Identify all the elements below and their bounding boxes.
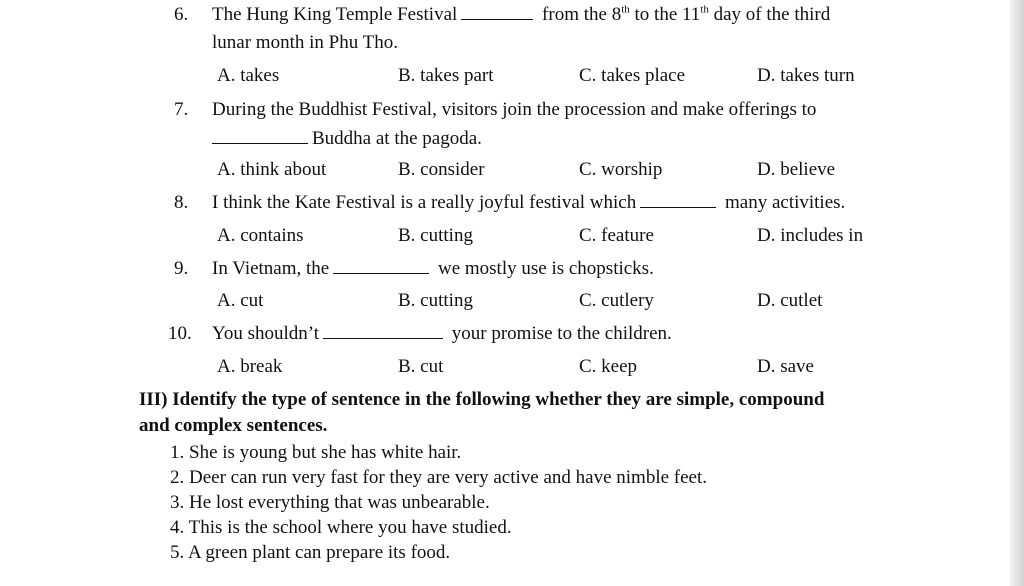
question-text: In Vietnam, the <box>212 258 330 279</box>
sentence-item: 3. He lost everything that was unbearable. <box>170 492 490 513</box>
question-7-line2 <box>212 126 482 152</box>
option-d: D. takes turn <box>757 65 855 86</box>
question-text: to the 11 <box>629 4 701 25</box>
question-6-line1 <box>212 2 830 28</box>
option-a: A. break <box>217 356 283 377</box>
question-text: You shouldn’t <box>212 323 320 344</box>
question-number: 8. <box>174 192 189 213</box>
sentence-item: 5. A green plant can prepare its food. <box>170 542 451 563</box>
question-text: from the 8 <box>542 4 622 25</box>
option-b: B. consider <box>398 159 485 180</box>
option-b: B. cut <box>398 356 444 377</box>
option-d: D. includes in <box>757 225 864 246</box>
question-number: 6. <box>174 4 189 25</box>
option-b: B. cutting <box>398 225 473 246</box>
page-edge-shadow <box>1010 0 1024 586</box>
question-text: Buddha at the pagoda. <box>312 128 482 149</box>
option-c: C. keep <box>579 356 638 377</box>
option-b: B. takes part <box>398 65 494 86</box>
question-10-line1 <box>212 321 672 347</box>
question-number: 9. <box>174 258 189 279</box>
option-a: A. contains <box>217 225 304 246</box>
option-d: D. save <box>757 356 814 377</box>
option-a: A. think about <box>217 159 327 180</box>
sentence-item: 2. Deer can run very fast for they are very active and have nimble feet. <box>170 467 708 488</box>
option-d: D. cutlet <box>757 290 823 311</box>
option-b: B. cutting <box>398 290 473 311</box>
option-d: D. believe <box>757 159 836 180</box>
question-text: day of the third <box>708 4 831 25</box>
question-number: 10. <box>168 323 192 344</box>
answer-blank <box>323 321 443 339</box>
question-8-line1 <box>212 190 845 216</box>
sentence-item: 1. She is young but she has white hair. <box>170 442 462 463</box>
superscript: th <box>700 3 709 16</box>
answer-blank <box>640 190 716 208</box>
option-c: C. cutlery <box>579 290 654 311</box>
section-heading-continued: and complex sentences. <box>139 415 328 436</box>
question-text: we mostly use is chopsticks. <box>437 258 654 279</box>
question-6-line2: lunar month in Phu Tho. <box>212 32 398 53</box>
option-c: C. takes place <box>579 65 686 86</box>
question-text: I think the Kate Festival is a really joyful festival which <box>212 192 637 213</box>
section-heading: III) Identify the type of sentence in the following whether they are simple, compound <box>139 389 825 410</box>
option-c: C. worship <box>579 159 663 180</box>
answer-blank <box>333 256 429 274</box>
question-text: many activities. <box>724 192 846 213</box>
question-7-line1: During the Buddhist Festival, visitors join the procession and make offerings to <box>212 99 817 120</box>
question-9-line1 <box>212 256 654 282</box>
question-text: your promise to the children. <box>451 323 672 344</box>
sentence-item: 4. This is the school where you have studied. <box>170 517 512 538</box>
question-number: 7. <box>174 99 189 120</box>
superscript: th <box>621 3 630 16</box>
question-text: The Hung King Temple Festival <box>212 4 458 25</box>
answer-blank <box>461 2 533 20</box>
option-a: A. cut <box>217 290 264 311</box>
option-c: C. feature <box>579 225 654 246</box>
option-a: A. takes <box>217 65 280 86</box>
answer-blank <box>212 126 308 144</box>
